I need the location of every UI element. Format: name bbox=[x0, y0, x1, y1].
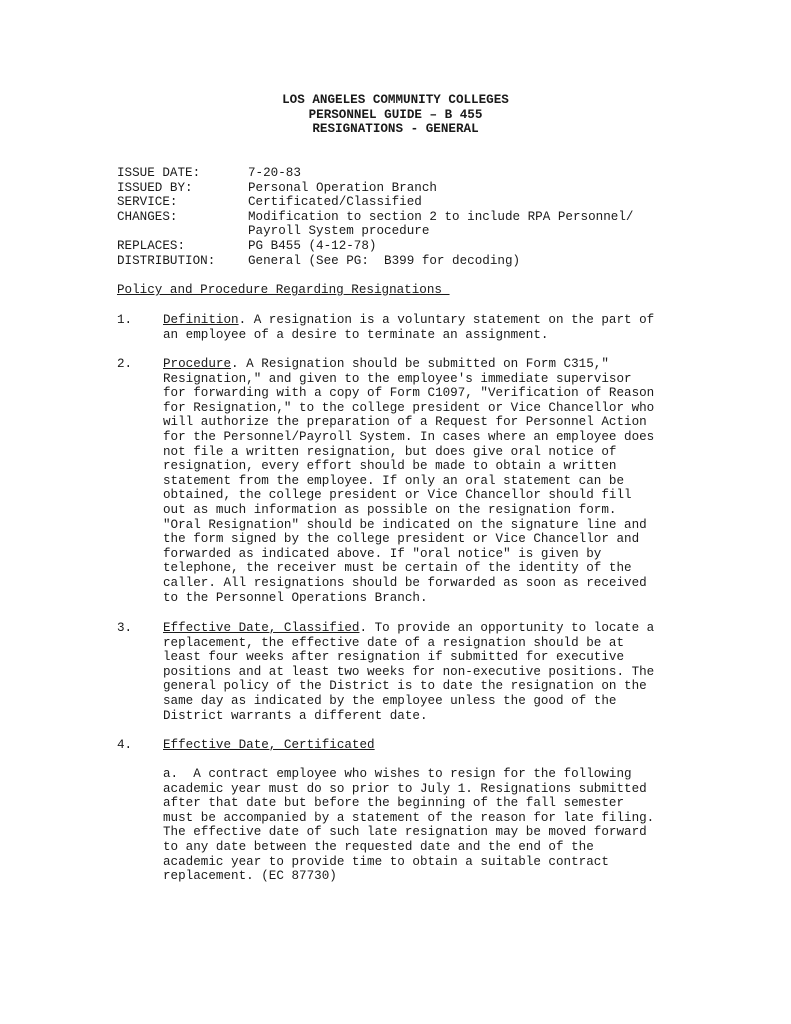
document-title: RESIGNATIONS - GENERAL bbox=[312, 122, 479, 136]
section-effective-date-classified bbox=[117, 621, 677, 723]
meta-row-issued-by bbox=[117, 181, 633, 196]
meta-value: Personal Operation Branch bbox=[248, 180, 437, 195]
meta-value: Modification to section 2 to include RPA Personnel/ Payroll System procedure bbox=[248, 209, 634, 239]
meta-value: Certificated/Classified bbox=[248, 195, 422, 210]
section-body bbox=[163, 357, 677, 605]
meta-row-replaces bbox=[117, 239, 633, 254]
subsection-a: a. A contract employee who wishes to resign for the following academic year must do so prior to July 1. Resignations submitted after that date but before the beginning of the fall semester must be accompanied by a statement of the reason for late filing. The effective date of such late resignation may be moved forward to any date between the requested date and the end of the academic year to provide time to obtain a suitable contract replacement. (EC 87730) bbox=[163, 767, 655, 884]
meta-label: SERVICE: bbox=[117, 195, 178, 210]
meta-row-service bbox=[117, 195, 633, 210]
meta-row-distribution bbox=[117, 254, 633, 269]
meta-label: ISSUE DATE: bbox=[117, 166, 201, 180]
section-definition bbox=[117, 313, 677, 342]
section-body bbox=[163, 621, 677, 723]
section-body bbox=[163, 313, 677, 342]
section-heading: Definition bbox=[163, 313, 239, 327]
section-body bbox=[163, 738, 677, 753]
meta-label: REPLACES: bbox=[117, 238, 186, 253]
meta-value: 7-20-83 bbox=[248, 166, 301, 180]
meta-label: CHANGES: bbox=[117, 209, 178, 224]
section-heading: Effective Date, Certificated bbox=[163, 738, 375, 752]
section-number: 2. bbox=[117, 357, 133, 371]
meta-value: General (See PG: B399 for decoding) bbox=[248, 253, 521, 268]
section-heading: Effective Date, Classified bbox=[163, 621, 360, 635]
section-text: . To provide an opportunity to locate a replacement, the effective date of a resignation should be at least four weeks after resignation if submitted for executive positions and at least two weeks for non-executive positions. The general policy of the District is to date the resignation on the same day as indicated by the employee unless the good of the District warrants a different date. bbox=[163, 621, 655, 723]
meta-label: DISTRIBUTION: bbox=[117, 253, 216, 268]
guide-title: PERSONNEL GUIDE – B 455 bbox=[308, 108, 483, 122]
section-text: . A resignation is a voluntary statement on the part of an employee of a desire to terminate an assignment. bbox=[163, 313, 655, 342]
section-procedure bbox=[117, 357, 677, 605]
meta-label: ISSUED BY: bbox=[117, 180, 193, 195]
section-heading: Procedure bbox=[163, 357, 232, 371]
section-number: 3. bbox=[117, 621, 133, 635]
meta-row-issue-date bbox=[117, 166, 633, 181]
section-text: . A Resignation should be submitted on Form C315," Resignation," and given to the employee's immediate supervisor for forwarding with a copy of Form C1097, "Verification of Reason for Resignation," to the college president or Vice Chancellor who will authorize the preparation of a Request for Personnel Action for the Personnel/Payroll System. In cases where an employee does not file a written resignation, but does give oral notice of resignation, every effort should be made to obtain a written statement from the employee. If only an oral statement can be obtained, the college president or Vice Chancellor should fill out as much information as possible on the resignation form. "Oral Resignation" should be indicated on the signature line and the form signed by the college president or Vice Chancellor and forwarded as indicated above. If "oral notice" is given by telephone, the receiver must be certain of the identity of the caller. All resignations should be forwarded as soon as received to the Personnel Operations Branch. bbox=[163, 357, 655, 605]
section-number: 4. bbox=[117, 738, 133, 752]
policy-heading: Policy and Procedure Regarding Resignations bbox=[117, 283, 450, 297]
section-number: 1. bbox=[117, 313, 133, 327]
meta-value: PG B455 (4-12-78) bbox=[248, 238, 377, 253]
section-effective-date-certificated bbox=[117, 738, 677, 753]
institution-title: LOS ANGELES COMMUNITY COLLEGES bbox=[282, 93, 509, 107]
metadata-block bbox=[117, 166, 633, 268]
meta-row-changes bbox=[117, 210, 633, 239]
